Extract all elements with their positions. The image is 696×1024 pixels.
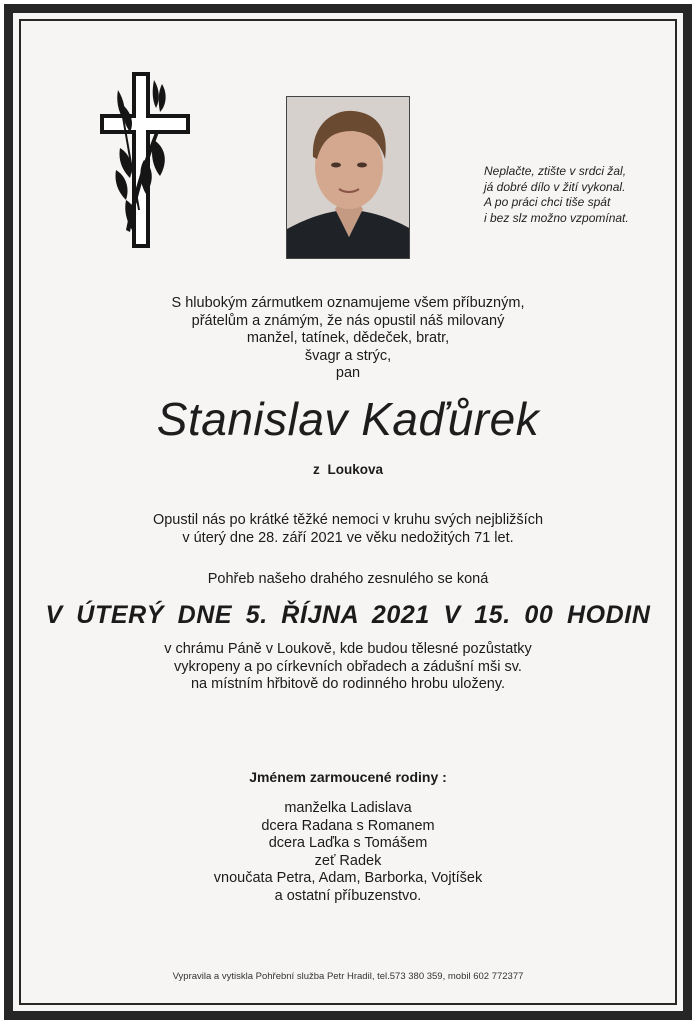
funeral-details — [20, 641, 676, 694]
cross-with-wheat-icon — [96, 70, 196, 252]
poem-line: A po práci chci tiše spát — [484, 195, 611, 209]
poem-verse — [484, 164, 674, 226]
funeral-detail-line: v chrámu Páně v Loukově, kde budou tělesné pozůstatky — [164, 641, 532, 657]
death-line: Opustil nás po krátké těžké nemoci v kruhu svých nejbližších — [152, 512, 544, 528]
deceased-name: Stanislav Kaďůrek — [156, 393, 540, 445]
deceased-origin: z Loukova — [312, 462, 383, 477]
announcement-line: přátelům a známým, že nás opustil náš milovaný — [191, 312, 505, 329]
family-member: dcera Radana s Romanem — [261, 817, 435, 834]
family-members — [20, 800, 676, 905]
announcement-line: manžel, tatínek, dědeček, bratr, — [246, 330, 450, 346]
death-line: v úterý dne 28. září 2021 ve věku nedožitých 71 let. — [182, 529, 514, 546]
announcement-line: pan — [335, 365, 361, 381]
funeral-date-time: V ÚTERÝ DNE 5. ŘÍJNA 2021 V 15. 00 HODIN — [45, 601, 651, 629]
printer-credit: Vypravila a vytiskla Pohřební služba Petr Hradil, tel.573 380 359, mobil 602 772377 — [172, 971, 524, 982]
poem-line: Neplačte, ztište v srdci žal, — [484, 164, 627, 178]
poem-line: i bez slz možno vzpomínat. — [484, 210, 629, 225]
portrait-photo — [286, 96, 410, 259]
death-notice — [20, 512, 676, 547]
family-member: a ostatní příbuzenstvo. — [274, 887, 422, 904]
poem-line: já dobré dílo v žití vykonal. — [484, 179, 626, 194]
family-member: manželka Ladislava — [284, 800, 412, 816]
family-member: zeť Radek — [314, 852, 382, 869]
funeral-detail-line: na místním hřbitově do rodinného hrobu uloženy. — [190, 676, 506, 692]
family-member: vnoučata Petra, Adam, Barborka, Vojtíšek — [213, 870, 483, 886]
funeral-detail-line: vykropeny a po církevních obřadech a zádušní mši sv. — [174, 658, 522, 675]
announcement-text — [20, 295, 676, 383]
announcement-line: S hlubokým zármutkem oznamujeme všem příbuzným, — [171, 295, 525, 311]
announcement-line: švagr a strýc, — [304, 347, 392, 364]
family-heading: Jménem zarmoucené rodiny : — [249, 769, 447, 785]
funeral-intro: Pohřeb našeho drahého zesnulého se koná — [207, 571, 489, 587]
family-member: dcera Laďka s Tomášem — [268, 835, 428, 851]
